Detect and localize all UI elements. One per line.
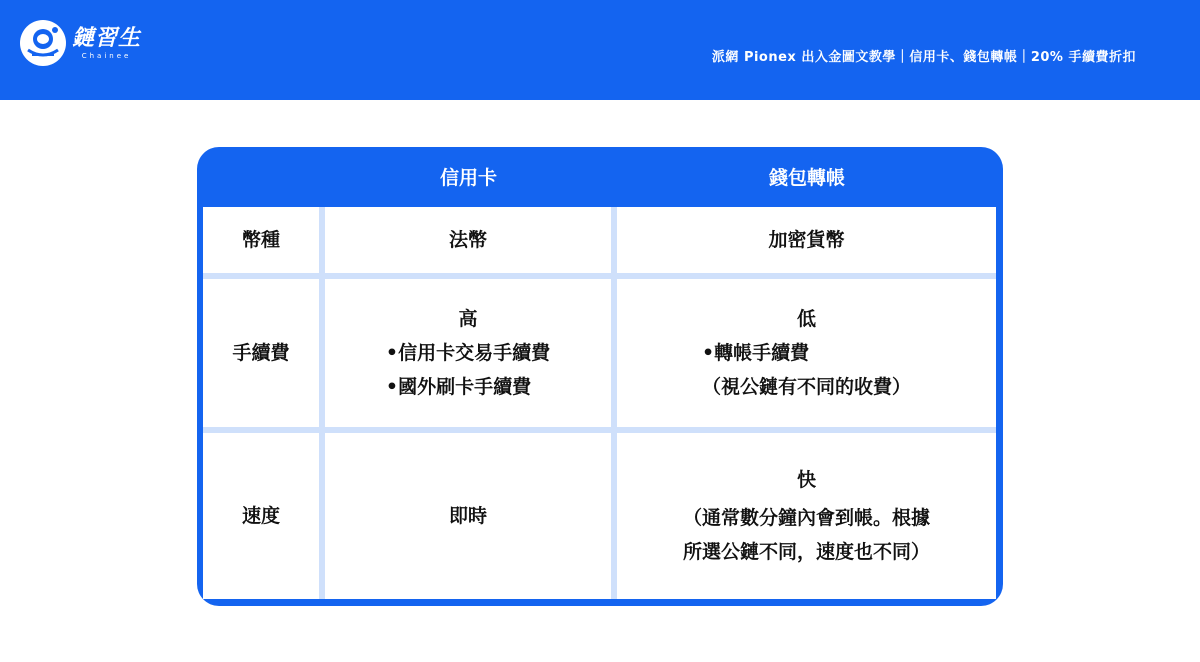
- brand-name: 鏈習生: [72, 25, 142, 51]
- astronaut-logo-icon: [20, 20, 66, 66]
- row-label-text: 速度: [241, 505, 280, 527]
- cell-wallet-currency: [617, 207, 996, 273]
- column-header-wallet-transfer: 錢包轉帳: [768, 167, 845, 189]
- speed-note: （通常數分鐘內會到帳。根據: [682, 507, 930, 529]
- brand-logo[interactable]: [20, 14, 170, 72]
- cell-credit-card-currency: [325, 207, 611, 273]
- row-label-fee: [203, 279, 319, 427]
- column-divider: [611, 207, 617, 599]
- row-label-text: 幣種: [241, 229, 280, 251]
- brand-subtitle: Chainee: [81, 51, 132, 60]
- column-divider: [319, 207, 325, 599]
- article-caption: 派網 Pionex 出入金圖文教學｜信用卡、錢包轉帳｜20% 手續費折扣: [711, 50, 1136, 65]
- fee-note: （視公鏈有不同的收費）: [701, 376, 911, 398]
- fee-bullet: •轉帳手續費: [701, 342, 810, 364]
- cell-credit-card-fee: [325, 279, 611, 427]
- cell-text: 即時: [448, 505, 487, 527]
- comparison-table: [197, 147, 1003, 606]
- row-divider: [203, 273, 996, 279]
- cell-text: 法幣: [448, 229, 487, 251]
- fee-bullet: •信用卡交易手續費: [385, 342, 551, 364]
- row-divider: [203, 427, 996, 433]
- cell-wallet-speed: [617, 433, 996, 599]
- fee-level: 低: [796, 308, 816, 330]
- cell-wallet-fee: [617, 279, 996, 427]
- speed-note: 所選公鏈不同，速度也不同）: [682, 541, 930, 563]
- cell-text: 加密貨幣: [768, 229, 845, 251]
- row-label-speed: [203, 433, 319, 599]
- speed-level: 快: [796, 469, 816, 491]
- fee-bullet: •國外刷卡手續費: [385, 376, 532, 398]
- header-bar: [0, 0, 1200, 100]
- fee-level: 高: [458, 308, 478, 330]
- cell-credit-card-speed: [325, 433, 611, 599]
- column-header-credit-card: 信用卡: [439, 167, 497, 189]
- row-label-currency: [203, 207, 319, 273]
- row-label-text: 手續費: [232, 342, 290, 364]
